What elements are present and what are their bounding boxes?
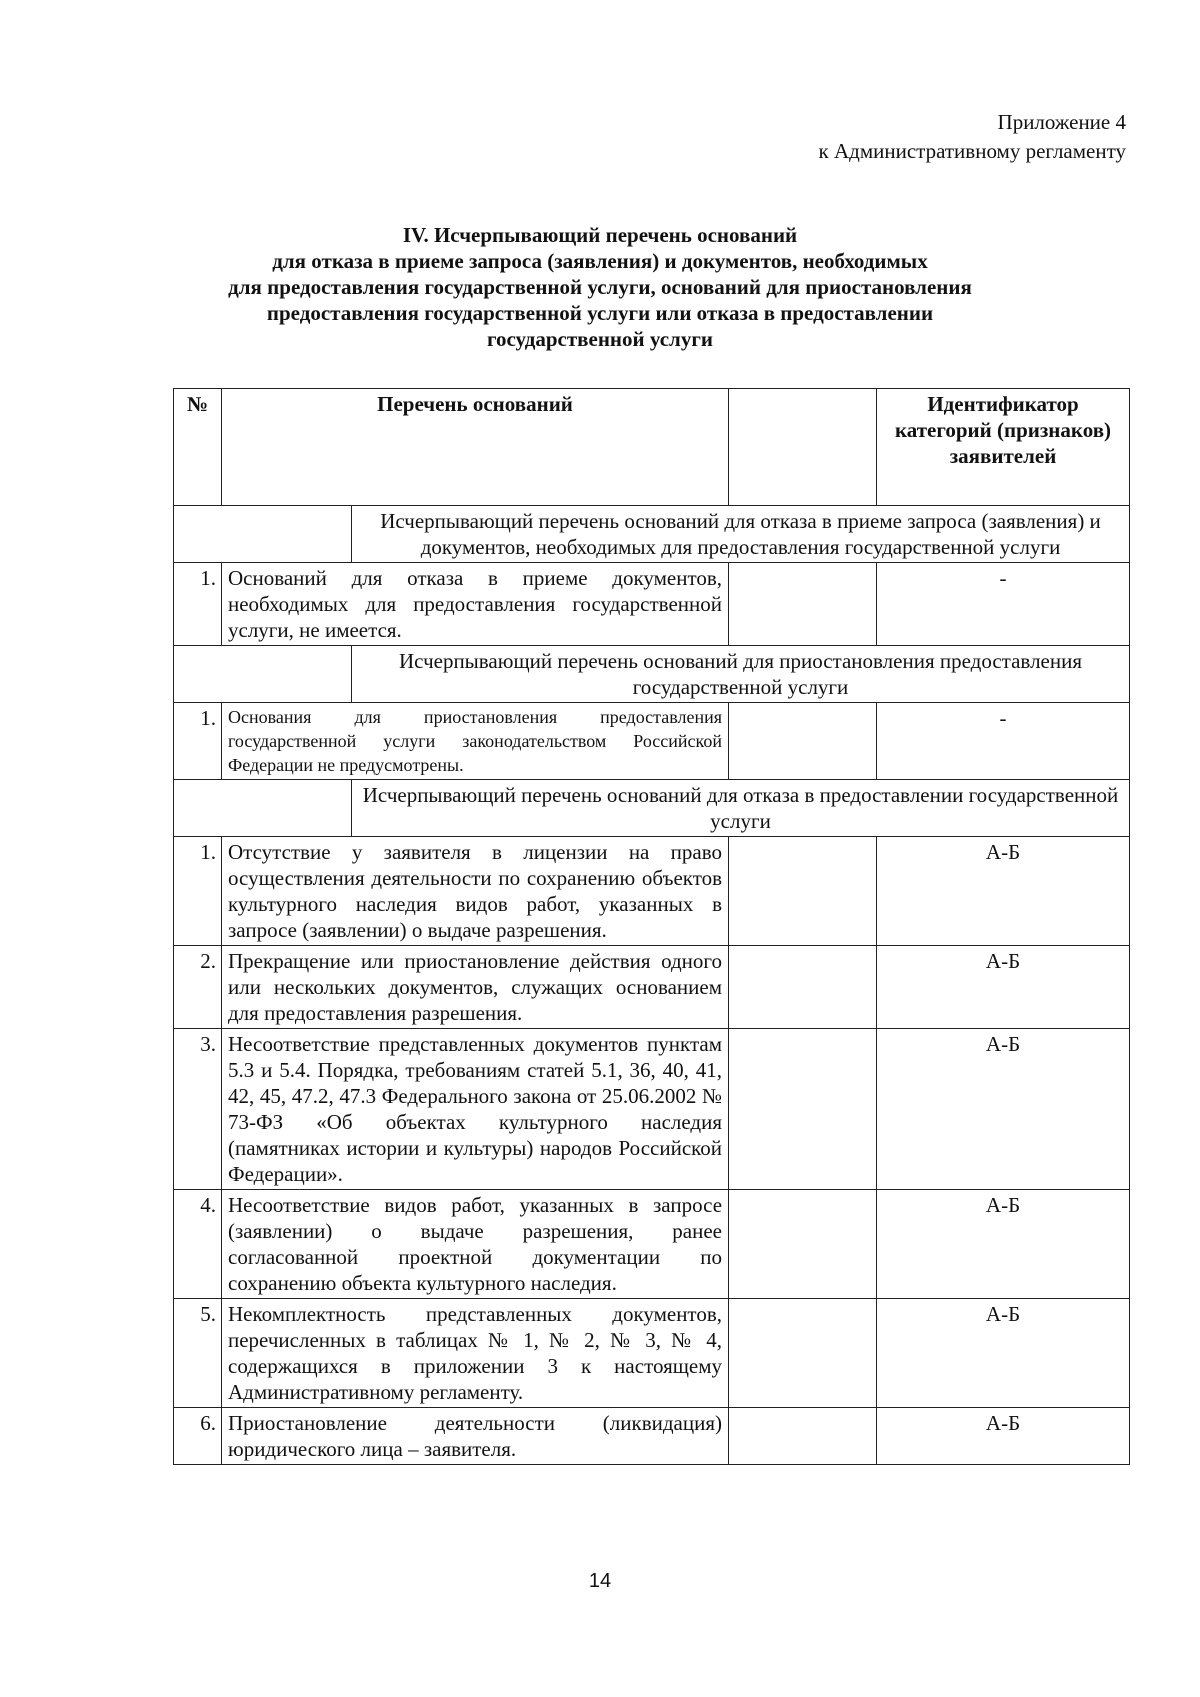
row-empty-cell bbox=[729, 1299, 877, 1408]
title-line-2: для отказа в приеме запроса (заявления) и документов, необходимых bbox=[272, 249, 928, 273]
title-line-5: государственной услуги bbox=[487, 327, 713, 351]
appendix-note bbox=[819, 108, 1126, 166]
section-heading-row bbox=[174, 646, 1130, 703]
column-header-empty bbox=[729, 389, 877, 506]
row-empty-cell bbox=[729, 1029, 877, 1190]
row-identifier: А-Б bbox=[877, 1190, 1130, 1299]
row-number: 1. bbox=[174, 703, 222, 780]
row-text: Оснований для отказа в приеме документов, необходимых для предоставления государственной услуги, не имеется. bbox=[222, 563, 729, 646]
row-number: 4. bbox=[174, 1190, 222, 1299]
appendix-line-2: к Административному регламенту bbox=[818, 139, 1126, 163]
section-title bbox=[150, 222, 1050, 352]
table-row bbox=[174, 703, 1130, 780]
section-heading-spacer bbox=[174, 780, 352, 837]
grounds-table bbox=[173, 388, 1130, 1465]
section-heading: Исчерпывающий перечень оснований для приостановления предоставления государственной услуги bbox=[352, 646, 1130, 703]
page-number: 14 bbox=[588, 1570, 612, 1592]
table-row bbox=[174, 837, 1130, 946]
section-heading-spacer bbox=[174, 646, 352, 703]
title-line-3: для предоставления государственной услуги, оснований для приостановления bbox=[228, 275, 972, 299]
row-identifier: А-Б bbox=[877, 946, 1130, 1029]
table-row bbox=[174, 946, 1130, 1029]
row-text: Отсутствие у заявителя в лицензии на право осуществления деятельности по сохранению объектов культурного наследия видов работ, указанных в запросе (заявлении) о выдаче разрешения. bbox=[222, 837, 729, 946]
table-row bbox=[174, 563, 1130, 646]
appendix-line-1: Приложение 4 bbox=[997, 110, 1126, 134]
row-identifier: А-Б bbox=[877, 1408, 1130, 1465]
row-empty-cell bbox=[729, 946, 877, 1029]
row-number: 3. bbox=[174, 1029, 222, 1190]
title-line-1: IV. Исчерпывающий перечень оснований bbox=[402, 223, 798, 247]
row-text: Некомплектность представленных документов, перечисленных в таблицах № 1, № 2, № 3, № 4, содержащихся в приложении 3 к настоящему Административному регламенту. bbox=[222, 1299, 729, 1408]
section-heading-row bbox=[174, 506, 1130, 563]
section-heading-row bbox=[174, 780, 1130, 837]
title-line-4: предоставления государственной услуги или отказа в предоставлении bbox=[266, 301, 934, 325]
table-row bbox=[174, 1029, 1130, 1190]
row-identifier: - bbox=[877, 563, 1130, 646]
row-empty-cell bbox=[729, 1408, 877, 1465]
row-identifier: А-Б bbox=[877, 837, 1130, 946]
table-row bbox=[174, 1408, 1130, 1465]
row-text: Несоответствие видов работ, указанных в запросе (заявлении) о выдаче разрешения, ранее согласованной проектной документации по сохранению объекта культурного наследия. bbox=[222, 1190, 729, 1299]
table-row bbox=[174, 1299, 1130, 1408]
section-heading-spacer bbox=[174, 506, 352, 563]
row-text: Прекращение или приостановление действия одного или нескольких документов, служащих основанием для предоставления разрешения. bbox=[222, 946, 729, 1029]
row-number: 5. bbox=[174, 1299, 222, 1408]
row-text: Приостановление деятельности (ликвидация) юридического лица – заявителя. bbox=[222, 1408, 729, 1465]
section-heading: Исчерпывающий перечень оснований для отказа в предоставлении государственной услуги bbox=[352, 780, 1130, 837]
section-heading: Исчерпывающий перечень оснований для отказа в приеме запроса (заявления) и документов, необходимых для предоставления государственной услуги bbox=[352, 506, 1130, 563]
row-empty-cell bbox=[729, 563, 877, 646]
column-header-number: № bbox=[174, 389, 222, 506]
row-text: Несоответствие представленных документов пунктам 5.3 и 5.4. Порядка, требованиям статей 5.1, 36, 40, 41, 42, 45, 47.2, 47.3 Федерального закона от 25.06.2002 № 73-ФЗ «Об объектах культурного наследия (памятниках истории и культуры) народов Российской Федерации». bbox=[222, 1029, 729, 1190]
column-header-grounds: Перечень оснований bbox=[222, 389, 729, 506]
row-empty-cell bbox=[729, 703, 877, 780]
column-header-identifier: Идентификатор категорий (признаков) заявителей bbox=[877, 389, 1130, 506]
row-empty-cell bbox=[729, 837, 877, 946]
row-number: 6. bbox=[174, 1408, 222, 1465]
row-identifier: А-Б bbox=[877, 1299, 1130, 1408]
row-number: 1. bbox=[174, 563, 222, 646]
row-number: 2. bbox=[174, 946, 222, 1029]
row-identifier: А-Б bbox=[877, 1029, 1130, 1190]
row-number: 1. bbox=[174, 837, 222, 946]
row-text: Основания для приостановления предоставления государственной услуги законодательством Российской Федерации не предусмотрены. bbox=[222, 703, 729, 780]
row-empty-cell bbox=[729, 1190, 877, 1299]
table-header-row bbox=[174, 389, 1130, 506]
table-row bbox=[174, 1190, 1130, 1299]
row-identifier: - bbox=[877, 703, 1130, 780]
